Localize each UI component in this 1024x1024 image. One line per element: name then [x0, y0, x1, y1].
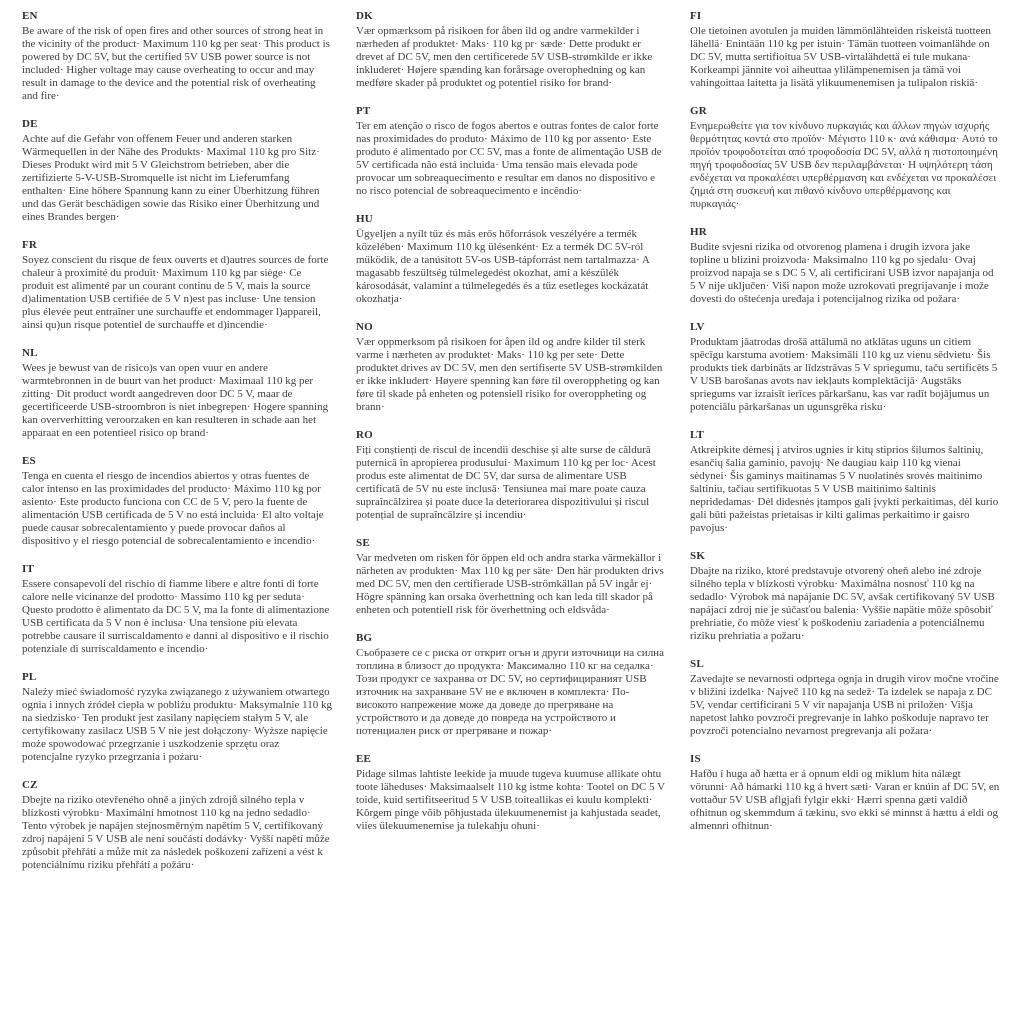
language-block-no [356, 321, 666, 414]
language-text-pl: Należy mieć świadomość ryzyka związanego z używaniem otwartego ognia i innych źródeł ciepła w pobliżu produktu· Maksymalnie 110 kg na siedzisko· Ten produkt jest zasilany napięciem stałym 5 V, ale certyfikowany zasilacz USB 5 V nie jest dołączony· Wyższe napięcie może spowodować przegrzanie i uszkodzenie sprzętu oraz potencjalne ryzyko przegrzania i pożaru· [22, 686, 332, 763]
language-code-pl: PL [22, 671, 37, 683]
language-code-nl: NL [22, 347, 38, 359]
language-code-de: DE [22, 118, 38, 130]
language-text-no: Vær oppmerksom på risikoen for åpen ild og andre kilder til sterk varme i nærheten av produktet· Maks· 110 kg per sete· Dette produktet drives av DC 5V, men den sertifiserte 5V USB-strømkilden er ikke inkludert· Høyere spenning kan føre til overoppheting og kan føre til skade på enheten og potensiell risiko for overoppheting og brann· [356, 336, 663, 413]
language-block-fi [690, 10, 1000, 90]
language-block-ro [356, 429, 666, 522]
language-code-ro: RO [356, 429, 373, 441]
language-block-hu [356, 213, 666, 306]
language-block-ee [356, 753, 666, 833]
language-code-fi: FI [690, 10, 702, 22]
language-code-sk: SK [690, 550, 706, 562]
warning-column-2 [356, 10, 666, 848]
language-text-en: Be aware of the risk of open fires and other sources of strong heat in the vicinity of the product· Maximum 110 kg per seat· This product is powered by DC 5V, but the certified 5V USB power source is not included· Higher voltage may cause overheating to occur and may result in damage to the device and the potential risk of overheating and fire· [22, 25, 330, 102]
language-block-en [22, 10, 332, 103]
language-text-is: Hafðu í huga að hætta er á opnum eldi og miklum hita nálægt vörunni· Að hámarki 110 kg á hvert sæti· Varan er knúin af DC 5V, en vottaður 5V USB aflgjafi fylgir ekki· Hærri spenna gæti valdið ofhitnun og skemmdum á tækinu, svo ekki sé minnst á hættu á eldi og almennri ofhitnun· [690, 768, 1000, 832]
language-block-fr [22, 239, 332, 332]
language-code-is: IS [690, 753, 701, 765]
language-text-lt: Atkreipkite dėmesį į atviros ugnies ir kitų stiprios šilumos šaltinių, esančių šalia gaminio, pavojų· Ne daugiau kaip 110 kg vienai sėdynei· Šis gaminys maitinamas 5 V nuolatinės srovės maitinimo šaltiniu, tačiau sertifikuotas 5 V USB maitinimo šaltinis nepridedamas· Dėl didesnės įtampos gali įvykti perkaitimas, dėl kurio gali būti pažeistas prietaisas ir kilti galimas perkaitimo ir gaisro pavojus· [690, 444, 999, 534]
language-code-it: IT [22, 563, 35, 575]
language-code-fr: FR [22, 239, 38, 251]
language-block-lt [690, 429, 1000, 535]
language-block-gr [690, 105, 1000, 211]
language-text-bg: Съобразете се с риска от открит огън и други източници на силна топлина в близост до продукта· Максимално 110 кг на седалка· Този продукт се захранва от DC 5V, но сертифицираният USB източник на захранване 5V не е включен в комплекта· По-високото напрежение може да доведе до прегряване на устройството и да доведе до повреда на устройството и потенциален риск от прегряване и пожар· [356, 647, 664, 737]
language-text-pt: Ter em atenção o risco de fogos abertos e outras fontes de calor forte nas proximidades do produto· Máximo de 110 kg por assento· Este produto é alimentado por CC 5V, mas a fonte de alimentação USB de 5V certificada não está incluida· Uma tensão mais elevada pode provocar um sobreaquecimento e resultar em danos no dispositivo e no risco potencial de sobreaquecimento e incêndio· [356, 120, 662, 197]
language-text-se: Var medveten om risken för öppen eld och andra starka värmekällor i närheten av produkten· Max 110 kg per säte· Den här produkten drivs med DC 5V, men den certifierade USB-strömkällan på 5V ingår ej· Högre spänning kan orsaka överhettning och kan leda till skador på enheten och potentiell risk för överhettning och eldsvåda· [356, 552, 664, 616]
language-block-bg [356, 632, 666, 738]
language-text-nl: Wees je bewust van de risico)s van open vuur en andere warmtebronnen in de buurt van het product· Maximaal 110 kg per zitting· Dit product wordt aangedreven door DC 5 V, maar de gecertificeerde USB-stroombron is niet inbegrepen· Hogere spanning kan oververhitting veroorzaken en kan resulteren in schade aan het apparaat en een potentieel risico op brand· [22, 362, 329, 439]
language-block-se [356, 537, 666, 617]
language-text-hr: Budite svjesni rizika od otvorenog plamena i drugih izvora jake topline u blizini proizvoda· Maksimalno 110 kg po sjedalu· Ovaj proizvod napaja se s DC 5 V, ali certificirani USB izvor napajanja od 5 V nije uključen· Viši napon može uzrokovati pregrijavanje i može dovesti do oštećenja uređaja i potencijalnog rizika od požara· [690, 241, 994, 305]
language-text-es: Tenga en cuenta el riesgo de incendios abiertos y otras fuentes de calor intenso en las proximidades del producto· Máximo 110 kg por asiento· Este producto funciona con CC de 5 V, pero la fuente de alimentación USB certificada de 5 V no está incluida· El alto voltaje puede causar sobrecalentamiento y puede provocar daños al dispositivo y el riesgo potencial de sobrecalentamiento e incendio· [22, 470, 324, 547]
language-block-pl [22, 671, 332, 764]
language-code-cz: CZ [22, 779, 38, 791]
language-text-lv: Produktam jāatrodas drošā attālumā no atklātas uguns un citiem spēcīgu karstuma avotiem· Maksimāli 110 kg uz vienu sēdvietu· Šis produkts tiek darbināts ar līdzstrāvas 5 V spriegumu, taču sertificēts 5 V USB barošanas avots nav iekļauts komplektācijā· Augstāks spriegums var izraisīt ierīces pārkaršanu, kas var radīt bojājumus un potenciālu pārkaršanas un ugunsgrēka risku· [690, 336, 998, 413]
language-code-hu: HU [356, 213, 373, 225]
language-code-no: NO [356, 321, 373, 333]
language-text-fr: Soyez conscient du risque de feux ouverts et d)autres sources de forte chaleur à proximité du produit· Maximum 110 kg par siège· Ce produit est alimenté par un courant continu de 5 V, mais la source d)alimentation USB certifiée de 5 V n)est pas incluse· Une tension plus élevée peut entraîner une surchauffe et endommager l)appareil, ainsi qu)un risque potentiel de surchauffe et d)incendie· [22, 254, 329, 331]
language-text-de: Achte auf die Gefahr von offenem Feuer und anderen starken Wärmequellen in der Nähe des Produkts· Maximal 110 kg pro Sitz· Dieses Produkt wird mit 5 V Gleichstrom betrieben, aber die zertifizierte 5-V-USB-Stromquelle ist nicht im Lieferumfang enthalten· Eine höhere Spannung kann zu einer Überhitzung führen und das Gerät beschädigen sowie das Risiko einer Überhitzung und eines Brandes bergen· [22, 133, 320, 223]
language-code-se: SE [356, 537, 370, 549]
language-block-is [690, 753, 1000, 833]
language-text-sk: Dbajte na riziko, ktoré predstavuje otvorený oheň alebo iné zdroje silného tepla v blízkosti výrobku· Maximálna nosnosť 110 kg na sedadlo· Výrobok má napájanie DC 5V, avšak certifikovaný 5V USB napájací zdroj nie je súčasťou balenia· Vyššie napätie môže spôsobiť prehriatie, čo môže viesť k poškodeniu zariadenia a potenciálnemu riziku prehriatia a požaru· [690, 565, 995, 642]
language-block-lv [690, 321, 1000, 414]
language-block-de [22, 118, 332, 224]
language-code-bg: BG [356, 632, 373, 644]
language-code-sl: SL [690, 658, 704, 670]
language-text-hu: Ügyeljen a nyílt tűz és más erős hőforrások veszélyére a termék közelében· Maximum 110 kg ülésenként· Ez a termék DC 5V-ról működik, de a tanúsított 5V-os USB-tápforrást nem tartalmazza· A magasabb feszültség túlmelegedést okozhat, ami a készülék károsodását, valamint a túlmelegedés és a tűz esetleges kockázatát okozhatja· [356, 228, 650, 305]
language-code-lv: LV [690, 321, 705, 333]
language-block-hr [690, 226, 1000, 306]
language-text-gr: Ενημερωθείτε για τον κίνδυνο πυρκαγιάς και άλλων πηγών ισχυρής θερμότητας κοντά στο προϊόν· Μέγιστο 110 κ· ανά κάθισμα· Αυτό το προϊόν τροφοδοτείται από τροφοδοσία DC 5V, αλλά η πιστοποιημένη πηγή τροφοδοσίας 5V USB δεν περιλαμβάνεται· Η υψηλότερη τάση ενδέχεται να προκαλέσει υπερθέρμανση και ενδέχεται να προκαλέσει ζημιά στη συσκευή και πιθανό κίνδυνο υπερθέρμανσης και πυρκαγιάς· [690, 120, 998, 210]
language-block-nl [22, 347, 332, 440]
language-code-dk: DK [356, 10, 373, 22]
language-text-ee: Pidage silmas lahtiste leekide ja muude tugeva kuumuse allikate ohtu toote läheduses· Maksimaalselt 110 kg istme kohta· Tootel on DC 5 V toide, kuid sertifitseeritud 5 V USB toiteallikas ei kuulu komplekti· Kõrgem pinge võib põhjustada ülekuumenemist ja kahjustada seadet, viies ülekuumenemise ja tulekahju ohuni· [356, 768, 665, 832]
language-block-sk [690, 550, 1000, 643]
language-block-cz [22, 779, 332, 872]
language-text-it: Essere consapevoli del rischio di fiamme libere e altre fonti di forte calore nelle vicinanze del prodotto· Massimo 110 kg per seduta· Questo prodotto è alimentato da DC 5 V, ma la fonte di alimentazione USB certificata da 5 V non è inclusa· Una tensione più elevata potrebbe causare il surriscaldamento e danni al dispositivo e il rischio potenziale di surriscaldamento e incendio· [22, 578, 330, 655]
language-code-en: EN [22, 10, 38, 22]
language-block-sl [690, 658, 1000, 738]
language-text-sl: Zavedajte se nevarnosti odprtega ognja in drugih virov močne vročine v bližini izdelka· Največ 110 kg na sedež· Ta izdelek se napaja z DC 5V, vendar certificirani 5 V vir napajanja USB ni priložen· Višja napetost lahko povzroči pregrevanje in lahko poškoduje napravo ter povzroči potencialno nevarnost pregrevanja ali požara· [690, 673, 999, 737]
language-text-dk: Vær opmærksom på risikoen for åben ild og andre varmekilder i nærheden af produktet· Maks· 110 kg pr· sæde· Dette produkt er drevet af DC 5V, men den certificerede 5V USB-strømkilde er ikke inkluderet· Højere spænding kan forårsage overophedning og kan medføre skader på produktet og potentiel risiko for brand· [356, 25, 653, 89]
language-block-dk [356, 10, 666, 90]
language-block-pt [356, 105, 666, 198]
language-text-ro: Fiți conștienți de riscul de incendii deschise și alte surse de căldură puternică în apropierea produsului· Maximum 110 kg per loc· Acest produs este alimentat de DC 5V, dar sursa de alimentare USB certificată de 5V nu este inclusă· Tensiunea mai mare poate cauza supraîncălzirea și poate duce la deteriorarea dispozitivului și riscul potențial de supraîncălzire și incendiu· [356, 444, 656, 521]
language-code-es: ES [22, 455, 36, 467]
warning-column-3 [690, 10, 1000, 848]
language-code-hr: HR [690, 226, 707, 238]
language-block-es [22, 455, 332, 548]
language-block-it [22, 563, 332, 656]
language-code-gr: GR [690, 105, 707, 117]
language-text-cz: Dbejte na riziko otevřeného ohně a jiných zdrojů silného tepla v blízkosti výrobku· Maximální hmotnost 110 kg na jedno sedadlo· Tento výrobek je napájen stejnosměrným napětím 5 V, certifikovaný zdroj napájení 5 V USB ale není součástí dodávky· Vyšší napětí může způsobit přehřátí a může mít za následek poškození zařízení a vést k potenciálnímu riziku přehřátí a požáru· [22, 794, 330, 871]
warning-column-1 [22, 10, 332, 887]
language-text-fi: Ole tietoinen avotulen ja muiden lämmönlähteiden riskeistä tuotteen lähellä· Enintään 110 kg per istuin· Tämän tuotteen voimanlähde on DC 5V, mutta sertifioitua 5V USB-virtalähdettä ei tule mukana· Korkeampi jännite voi aiheuttaa ylilämpenemisen ja tämä voi vahingoittaa laitetta ja lisätä ylikuumenemisen ja tulipalon riskiä· [690, 25, 991, 89]
language-code-ee: EE [356, 753, 372, 765]
language-code-pt: PT [356, 105, 371, 117]
language-code-lt: LT [690, 429, 705, 441]
